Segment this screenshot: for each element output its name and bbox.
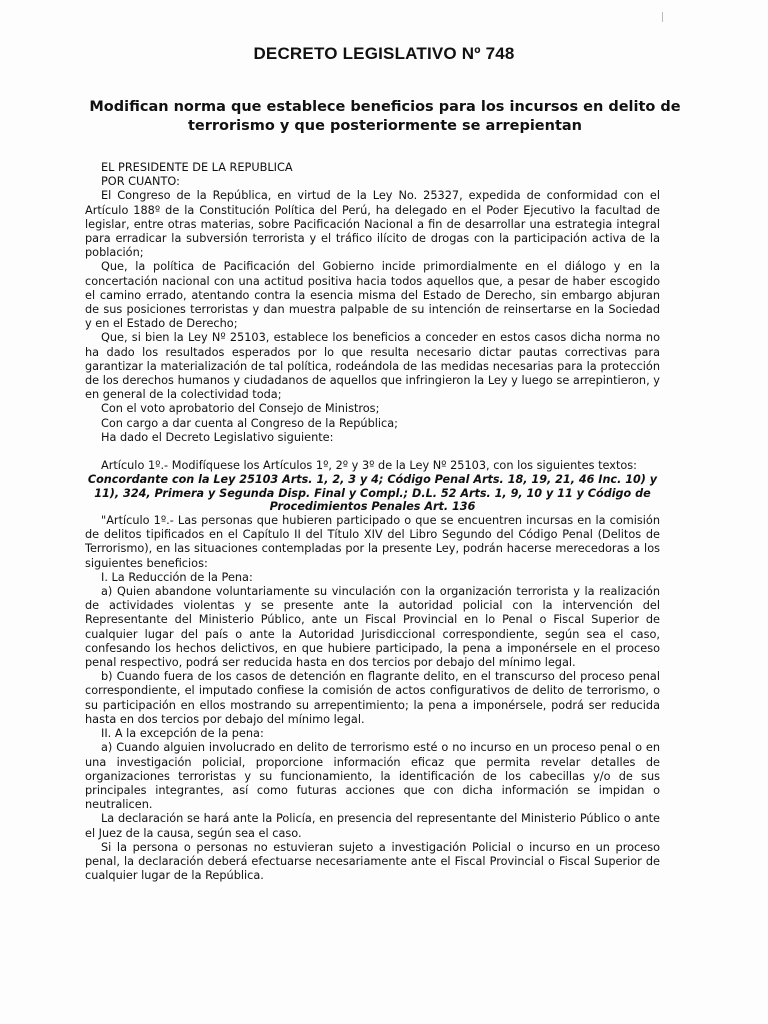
issuer-line: EL PRESIDENTE DE LA REPUBLICA bbox=[101, 161, 293, 174]
decree-title: DECRETO LEGISLATIVO Nº 748 bbox=[253, 44, 515, 63]
dado-line: Ha dado el Decreto Legislativo siguiente: bbox=[101, 430, 334, 444]
section-gap bbox=[85, 445, 660, 459]
por-cuanto-line: POR CUANTO: bbox=[101, 175, 180, 189]
section-II-heading: II. A la excepción de la pena: bbox=[101, 727, 264, 741]
consejo-line: Con el voto aprobatorio del Consejo de Ministros; bbox=[101, 402, 380, 416]
declaration-paragraph: La declaración se hará ante la Policía, en presencia del representante del Ministerio Público o ante el Juez de la causa, según sea el caso. bbox=[85, 812, 660, 840]
decree-subtitle: Modifican norma que establece beneficios para los incursos en delito de terrorismo y que posteriormente se arrepientan bbox=[89, 99, 681, 134]
article-1-intro: Artículo 1º.- Modifíquese los Artículos 1º, 2º y 3º de la Ley Nº 25103, con los siguientes textos: bbox=[101, 459, 637, 473]
section-I-heading: I. La Reducción de la Pena: bbox=[101, 570, 253, 584]
quoted-article-1: "Artículo 1º.- Las personas que hubieren participado o que se encuentren incursas en la comisión de delitos tipificados en el Capítulo II del Título XIV del Libro Segundo del Código Penal (Delitos de Terrorismo), en las situaciones contempladas por la presente Ley, podrán hacerse merecedoras a los siguientes beneficios: bbox=[85, 514, 660, 570]
preamble-paragraph-2: Que, la política de Pacificación del Gobierno incide primordialmente en el diálogo y en la concertación nacional con una actitud positiva hacia todos aquellos que, a pesar de haber escogido el camino errado, atentando contra la esencia misma del Estado de Derecho, sin embargo abjuran de sus posiciones terroristas y dan muestra palpable de su intención de reinsertarse en la Sociedad y en el Estado de Derecho; bbox=[85, 260, 660, 331]
person-paragraph: Si la persona o personas no estuvieran sujeto a investigación Policial o incurso en un proceso penal, la declaración deberá efectuarse necesariamente ante el Fiscal Provincial o Fiscal Superior de cualquier lugar de la República. bbox=[85, 840, 660, 883]
decree-body bbox=[85, 161, 660, 883]
item-II-a: a) Cuando alguien involucrado en delito de terrorismo esté o no incurso en un proceso penal o en una investigación policial, proporcione información eficaz que permita revelar detalles de organizaciones terroristas y su funcionamiento, la identificación de los cabecillas y/o de sus principales integrantes, así como futuras acciones que con dicha información se impidan o neutralicen. bbox=[85, 741, 660, 812]
cargo-line: Con cargo a dar cuenta al Congreso de la República; bbox=[101, 416, 398, 430]
preamble-paragraph-1: El Congreso de la República, en virtud de la Ley No. 25327, expedida de conformidad con el Artículo 188º de la Constitución Política del Perú, ha delegado en el Poder Ejecutivo la facultad de legislar, entre otras materias, sobre Pacificación Nacional a fin de desarrollar una estrategia integral para erradicar la subversión terrorista y el tráfico ilícito de drogas con la participación activa de la población; bbox=[85, 189, 660, 260]
concordance-note: Concordante con la Ley 25103 Arts. 1, 2, 3 y 4; Código Penal Arts. 18, 19, 21, 46 Inc. 10) y 11), 324, Primera y Segunda Disp. Final y Compl.; D.L. 52 Arts. 1, 9, 10 y 11 y Código de Procedimientos Penales Art. 136 bbox=[87, 473, 658, 514]
scan-edge-mark bbox=[662, 12, 663, 22]
preamble-paragraph-3: Que, si bien la Ley Nº 25103, establece los beneficios a conceder en estos casos dicha norma no ha dado los resultados esperados por lo que resulta necesario dictar pautas correctivas para garantizar la materialización de tal política, rodeándola de las medidas necesarias para la protección de los derechos humanos y ciudadanos de aquellos que infringieron la Ley y luego se arrepintieron, y en general de la colectividad toda; bbox=[85, 331, 660, 402]
item-I-a: a) Quien abandone voluntariamente su vinculación con la organización terrorista y la realización de actividades violentas y se presente ante la autoridad policial con la intervención del Representante del Ministerio Público, ante un Fiscal Provincial en lo Penal o Fiscal Superior de cualquier lugar del país o ante la Autoridad Jurisdiccional correspondiente, según sea el caso, confesando los hechos delictivos, en que hubiere participado, la pena a imponérsele en el proceso penal respectivo, podrá ser reducida hasta en dos tercios por debajo del mínimo legal. bbox=[85, 585, 660, 670]
item-I-b: b) Cuando fuera de los casos de detención en flagrante delito, en el transcurso del proceso penal correspondiente, el imputado confiese la comisión de actos configurativos de delito de terrorismo, o su participación en ellos mostrando su arrepentimiento; la pena a imponérsele, podrá ser reducida hasta en dos tercios por debajo del mínimo legal. bbox=[85, 670, 660, 726]
